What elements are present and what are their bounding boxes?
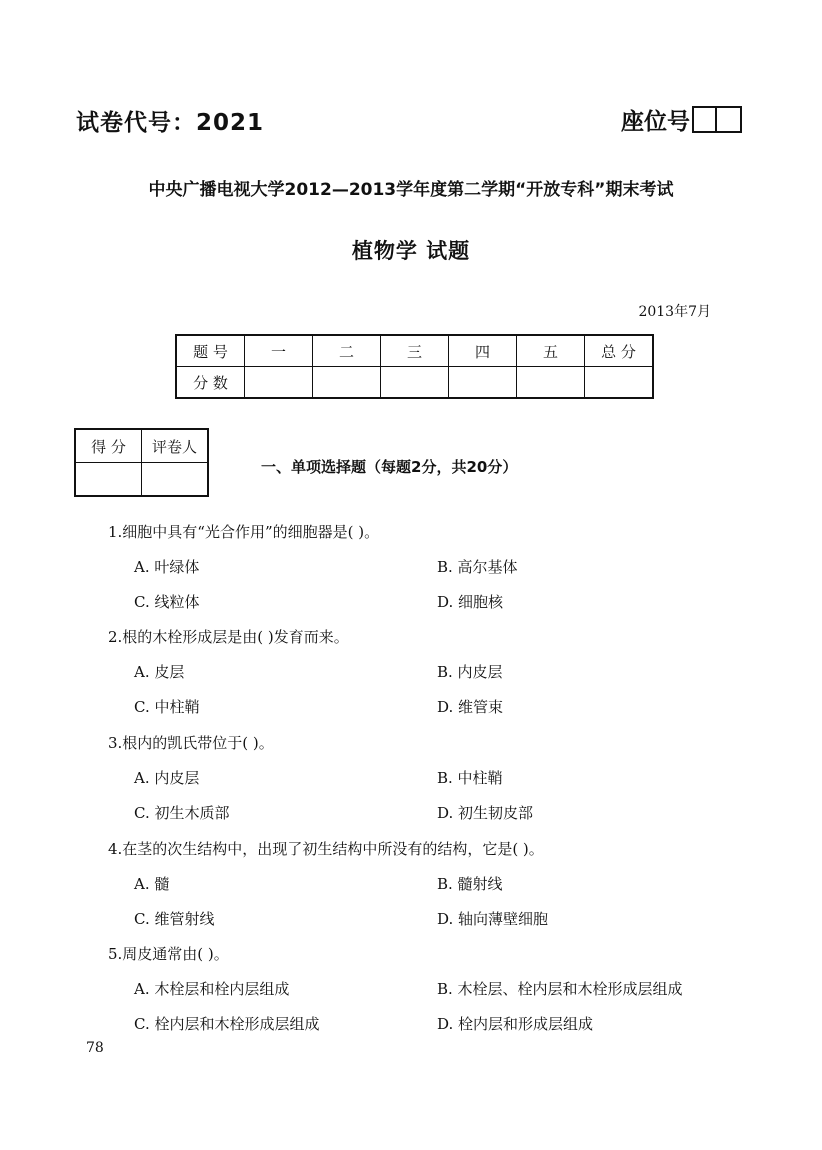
score-input-cell: [381, 367, 449, 399]
paper-code: 试卷代号：2021: [76, 110, 265, 136]
question-option: A. 木栓层和栓内层组成: [134, 980, 290, 998]
question-stem: 2.根的木栓形成层是由( )发育而来。: [108, 628, 349, 646]
question-stem: 4.在茎的次生结构中，出现了初生结构中所没有的结构，它是( )。: [108, 840, 544, 858]
question-option: C. 中柱鞘: [134, 698, 200, 716]
grader-score-label: 得 分: [75, 429, 142, 463]
question-stem: 3.根内的凯氏带位于( )。: [108, 734, 274, 752]
page-number: 78: [86, 1040, 104, 1056]
question-option: D. 轴向薄壁细胞: [437, 910, 549, 928]
grader-name-cell: [142, 463, 209, 497]
question-option: C. 线粒体: [134, 593, 200, 611]
question-option: A. 皮层: [134, 663, 185, 681]
question-option: B. 内皮层: [437, 663, 503, 681]
seat-label: 座位号: [621, 108, 690, 135]
question-option: D. 维管束: [437, 698, 504, 716]
score-input-cell: [313, 367, 381, 399]
question-option: A. 叶绿体: [134, 558, 200, 576]
score-input-cell: [449, 367, 517, 399]
question-option: D. 栓内层和形成层组成: [437, 1015, 594, 1033]
question-option: A. 内皮层: [134, 769, 200, 787]
score-input-cell: [585, 367, 654, 399]
question-option: C. 栓内层和木栓形成层组成: [134, 1015, 320, 1033]
grader-score-cell: [75, 463, 142, 497]
question-stem: 5.周皮通常由( )。: [108, 945, 229, 963]
subject-title: 植物学 试题: [351, 239, 471, 263]
score-table-cell: 三: [381, 335, 449, 367]
grader-name-label: 评卷人: [142, 429, 209, 463]
grader-table: [74, 428, 209, 497]
score-table: [175, 334, 654, 399]
score-table-cell: 总 分: [585, 335, 654, 367]
exam-date: 2013年7月: [638, 304, 711, 320]
score-table-cell: 题 号: [176, 335, 245, 367]
seat-boxes: [692, 106, 742, 133]
score-row-label: 分 数: [176, 367, 245, 399]
question-stem: 1.细胞中具有“光合作用”的细胞器是( )。: [108, 523, 380, 541]
question-option: B. 木栓层、栓内层和木栓形成层组成: [437, 980, 683, 998]
question-option: B. 髓射线: [437, 875, 503, 893]
score-input-cell: [517, 367, 585, 399]
seat-box: [692, 106, 717, 133]
question-option: B. 高尔基体: [437, 558, 518, 576]
score-table-header-row: [176, 335, 653, 367]
exam-title: 中央广播电视大学2012—2013学年度第二学期“开放专科”期末考试: [148, 180, 674, 200]
score-table-cell: 二: [313, 335, 381, 367]
seat-box: [717, 106, 742, 133]
seat-number: [621, 104, 742, 134]
score-table-score-row: [176, 367, 653, 399]
section-title: 一、单项选择题（每题2分，共20分）: [261, 458, 518, 476]
score-table-cell: 四: [449, 335, 517, 367]
question-option: D. 细胞核: [437, 593, 504, 611]
question-option: A. 髓: [134, 875, 170, 893]
question-option: C. 维管射线: [134, 910, 215, 928]
score-input-cell: [245, 367, 313, 399]
question-option: C. 初生木质部: [134, 804, 230, 822]
question-option: B. 中柱鞘: [437, 769, 503, 787]
score-table-cell: 一: [245, 335, 313, 367]
question-option: D. 初生韧皮部: [437, 804, 534, 822]
score-table-cell: 五: [517, 335, 585, 367]
